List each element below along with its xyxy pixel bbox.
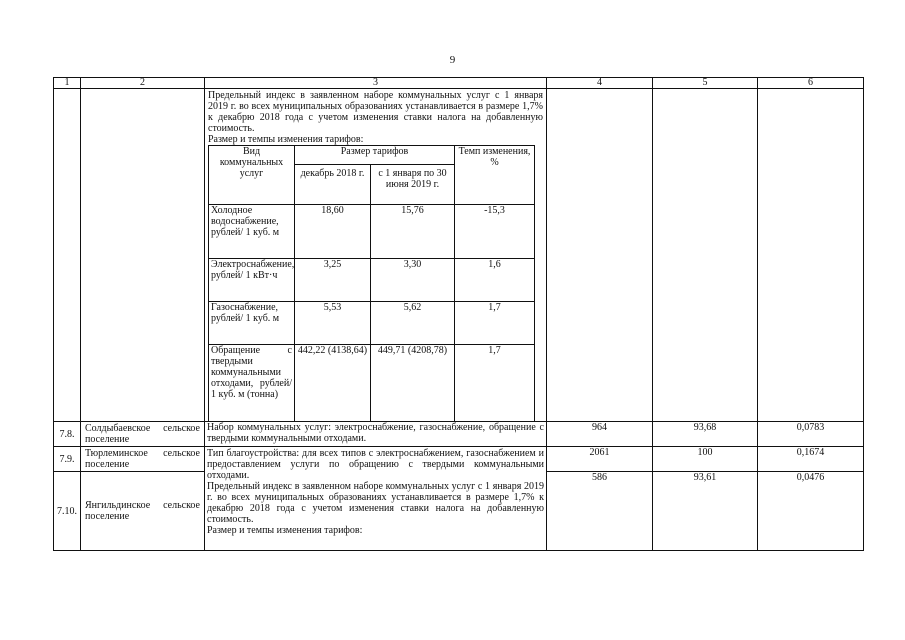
table-row-continued bbox=[54, 89, 864, 422]
tariff-rate: 1,7 bbox=[455, 302, 535, 345]
header-col-1: 1 bbox=[54, 78, 81, 89]
tariff-row bbox=[209, 345, 535, 422]
tariff-row bbox=[209, 205, 535, 259]
table-row bbox=[54, 447, 864, 472]
main-table bbox=[53, 77, 864, 551]
tariff-jan: 15,76 bbox=[371, 205, 455, 259]
tariff-dec: 442,22 (4138,64) bbox=[295, 345, 371, 422]
tariff-service: Газоснабжение, рублей/ 1 куб. м bbox=[209, 302, 295, 345]
tariff-header-dec: декабрь 2018 г. bbox=[295, 164, 371, 204]
row-description: Набор коммунальных услуг: электроснабжение, газоснабжение, обращение с твердыми коммунальными отходами. bbox=[205, 422, 547, 447]
cell-col-4 bbox=[547, 89, 653, 422]
tariff-service: Электроснабжение, рублей/ 1 кВт·ч bbox=[209, 259, 295, 302]
cell-name bbox=[81, 89, 205, 422]
tariff-header-service: Вид коммунальных услуг bbox=[209, 146, 295, 205]
row-col-6: 0,0476 bbox=[758, 472, 864, 551]
settlement-name: Тюрлеминское сельское поселение bbox=[81, 447, 205, 472]
tariff-header-rate: Темп изменения, % bbox=[455, 146, 535, 205]
row-col-5: 93,68 bbox=[653, 422, 758, 447]
tariff-jan: 449,71 (4208,78) bbox=[371, 345, 455, 422]
settlement-name: Янгильдинское сельское поселение bbox=[81, 472, 205, 551]
header-row bbox=[54, 78, 864, 89]
header-col-4: 4 bbox=[547, 78, 653, 89]
row-col-4: 2061 bbox=[547, 447, 653, 472]
row-col-5: 93,61 bbox=[653, 472, 758, 551]
row-description bbox=[205, 447, 547, 551]
settlement-name: Солдыбаевское сельское поселение bbox=[81, 422, 205, 447]
row-col-6: 0,0783 bbox=[758, 422, 864, 447]
row-col-4: 586 bbox=[547, 472, 653, 551]
tariff-header-jan: с 1 января по 30 июня 2019 г. bbox=[371, 164, 455, 204]
row-col-5: 100 bbox=[653, 447, 758, 472]
table-row bbox=[54, 422, 864, 447]
tariff-caption: Размер и темпы изменения тарифов: bbox=[208, 134, 364, 145]
row-number: 7.9. bbox=[54, 447, 81, 472]
cell-col-6 bbox=[758, 89, 864, 422]
row-description-caption: Размер и темпы изменения тарифов: bbox=[207, 525, 363, 536]
cell-description bbox=[205, 89, 547, 422]
tariff-service: Холодное водоснабжение, рублей/ 1 куб. м bbox=[209, 205, 295, 259]
row-number: 7.10. bbox=[54, 472, 81, 551]
tariff-dec: 3,25 bbox=[295, 259, 371, 302]
row-description-type: Тип благоустройства: для всех типов с электроснабжением, газоснабжением и предоставлением услуги по обращению с твердыми коммунальными отходами. bbox=[207, 448, 544, 481]
tariff-rate: 1,7 bbox=[455, 345, 535, 422]
tariff-dec: 5,53 bbox=[295, 302, 371, 345]
tariff-rate: -15,3 bbox=[455, 205, 535, 259]
tariff-row bbox=[209, 259, 535, 302]
tariff-rate: 1,6 bbox=[455, 259, 535, 302]
header-col-6: 6 bbox=[758, 78, 864, 89]
tariff-header-size: Размер тарифов bbox=[295, 146, 455, 165]
tariff-header-row bbox=[209, 146, 535, 165]
tariff-dec: 18,60 bbox=[295, 205, 371, 259]
header-col-2: 2 bbox=[81, 78, 205, 89]
tariff-table bbox=[208, 145, 535, 421]
cell-col-5 bbox=[653, 89, 758, 422]
header-col-3: 3 bbox=[205, 78, 547, 89]
row-number: 7.8. bbox=[54, 422, 81, 447]
tariff-jan: 5,62 bbox=[371, 302, 455, 345]
row-col-4: 964 bbox=[547, 422, 653, 447]
row-col-6: 0,1674 bbox=[758, 447, 864, 472]
tariff-jan: 3,30 bbox=[371, 259, 455, 302]
tariff-service: Обращение с твердыми коммунальными отходами, рублей/ 1 куб. м (тонна) bbox=[209, 345, 295, 422]
page-number: 9 bbox=[449, 54, 456, 66]
header-col-5: 5 bbox=[653, 78, 758, 89]
limit-index-text: Предельный индекс в заявленном наборе коммунальных услуг с 1 января 2019 г. во всех муниципальных образованиях устанавливается в размере 1,7% к декабрю 2018 года с учетом изменения ставки налога на добавленную стоимость. bbox=[208, 90, 543, 134]
tariff-row bbox=[209, 302, 535, 345]
cell-num bbox=[54, 89, 81, 422]
row-description-index: Предельный индекс в заявленном наборе коммунальных услуг с 1 января 2019 г. во всех муниципальных образованиях устанавливается в размере 1,7% к декабрю 2018 года с учетом изменения ставки налога на добавленную стоимость. bbox=[207, 481, 544, 525]
